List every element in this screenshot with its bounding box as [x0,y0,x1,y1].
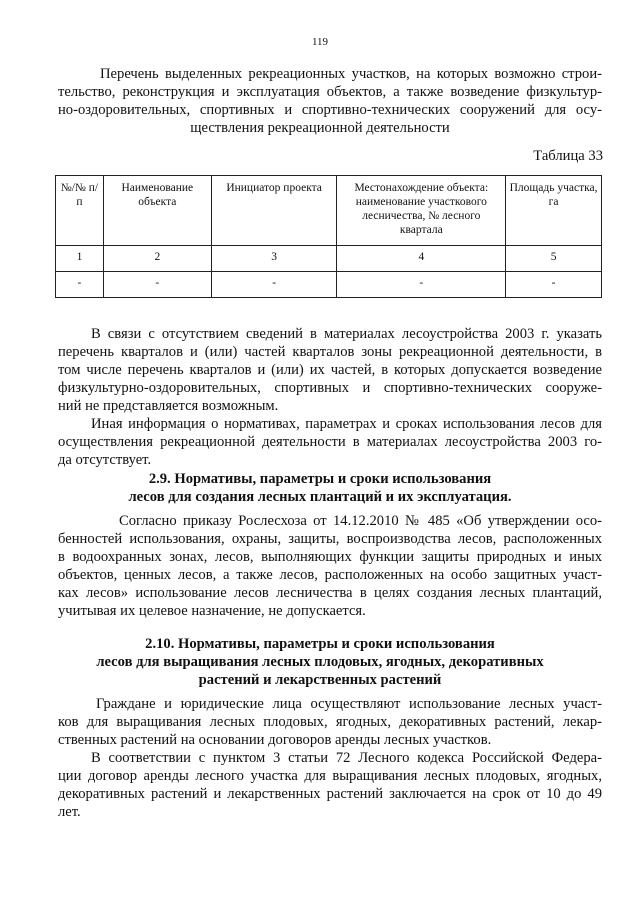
header-location: Местонахождение объекта: наименование участкового лесничества, № лесного квартала [337,176,506,246]
table-row [56,246,602,272]
heading-line: ществления рекреационной деятельности [190,120,450,136]
heading-line: но-оздоровительных, спортивных и спортивно-технических сооружений для осу- [58,102,602,118]
header-object-name: Наименование объекта [103,176,211,246]
table-cell: - [103,272,211,298]
paragraph-line: объектов, ценных лесов, а также лесов, расположенных на особо защитных участ- [58,567,602,583]
section-2-10-title: растений и лекарственных растений [198,672,442,688]
paragraph-line: том числе перечень кварталов и (или) их частей, в которых допускается возведение [58,362,602,378]
paragraph-line: ках лесов» использование лесов лесничества в целях создания лесных плантаций, [58,585,602,601]
paragraph-line: ции договор аренды лесного участка для выращивания лесных плодовых, ягодных, [58,768,602,784]
header-number: №/№ п/п [56,176,104,246]
table-cell: - [337,272,506,298]
page-number: 119 [311,36,329,48]
paragraph-line: в водоохранных зонах, лесов, выполняющих функции защиты природных и иных [58,549,602,565]
paragraph-line: бенностей использования, охраны, защиты, воспроизводства лесов, расположенных [58,531,602,547]
header-initiator: Инициатор проекта [211,176,337,246]
table-row [56,272,602,298]
header-area: Площадь участка, га [506,176,602,246]
table-cell: - [506,272,602,298]
section-2-9-title: 2.9. Нормативы, параметры и сроки использования [148,471,492,487]
table-cell: - [56,272,104,298]
paragraph-line: декоративных растений и лекарственных растений заключается на срок от 10 до 49 [58,786,602,802]
paragraph-line: В соответствии с пунктом 3 статьи 72 Лесного кодекса Российской Федера- [91,750,602,766]
table-cell: 1 [56,246,104,272]
paragraph-line: ственных растений на основании договоров аренды лесных участков. [58,732,492,748]
table-cell: 2 [103,246,211,272]
table-cell: 5 [506,246,602,272]
paragraph-line: Согласно приказу Рослесхоза от 14.12.2010 № 485 «Об утверждении осо- [119,513,602,529]
table-header-row [56,176,602,246]
section-2-9-title: лесов для создания лесных плантаций и их эксплуатация. [128,489,512,505]
heading-line: тельство, реконструкция и эксплуатация объектов, а также возведение физкультур- [58,84,602,100]
recreation-plots-table [55,175,602,298]
table-label: Таблица 33 [533,148,603,164]
heading-line: Перечень выделенных рекреационных участков, на которых возможно строи- [100,66,602,82]
paragraph-line: физкультурно-оздоровительных, спортивных и спортивно-технических сооруже- [58,380,602,396]
section-2-10-title: лесов для выращивания лесных плодовых, ягодных, декоративных [96,654,544,670]
paragraph-line: Иная информация о нормативах, параметрах и сроках использования лесов для [91,416,602,432]
paragraph-line: перечень кварталов и (или) частей кварталов зоны рекреационной деятельности, в [58,344,602,360]
paragraph-line: лет. [58,804,81,820]
paragraph-line: осуществления рекреационной деятельности в материалах лесоустройства 2003 го- [58,434,602,450]
paragraph-line: Граждане и юридические лица осуществляют использование лесных участ- [96,696,602,712]
paragraph-line: да отсутствует. [58,452,152,468]
paragraph-line: учитывая их целевое назначение, не допускается. [58,603,366,619]
table-cell: 4 [337,246,506,272]
table-cell: 3 [211,246,337,272]
paragraph-line: ний не представляется возможным. [58,398,279,414]
paragraph-line: В связи с отсутствием сведений в материалах лесоустройства 2003 г. указать [91,326,602,342]
paragraph-line: ков для выращивания лесных плодовых, ягодных, декоративных растений, лекар- [58,714,602,730]
table-cell: - [211,272,337,298]
section-2-10-title: 2.10. Нормативы, параметры и сроки использования [145,636,495,652]
